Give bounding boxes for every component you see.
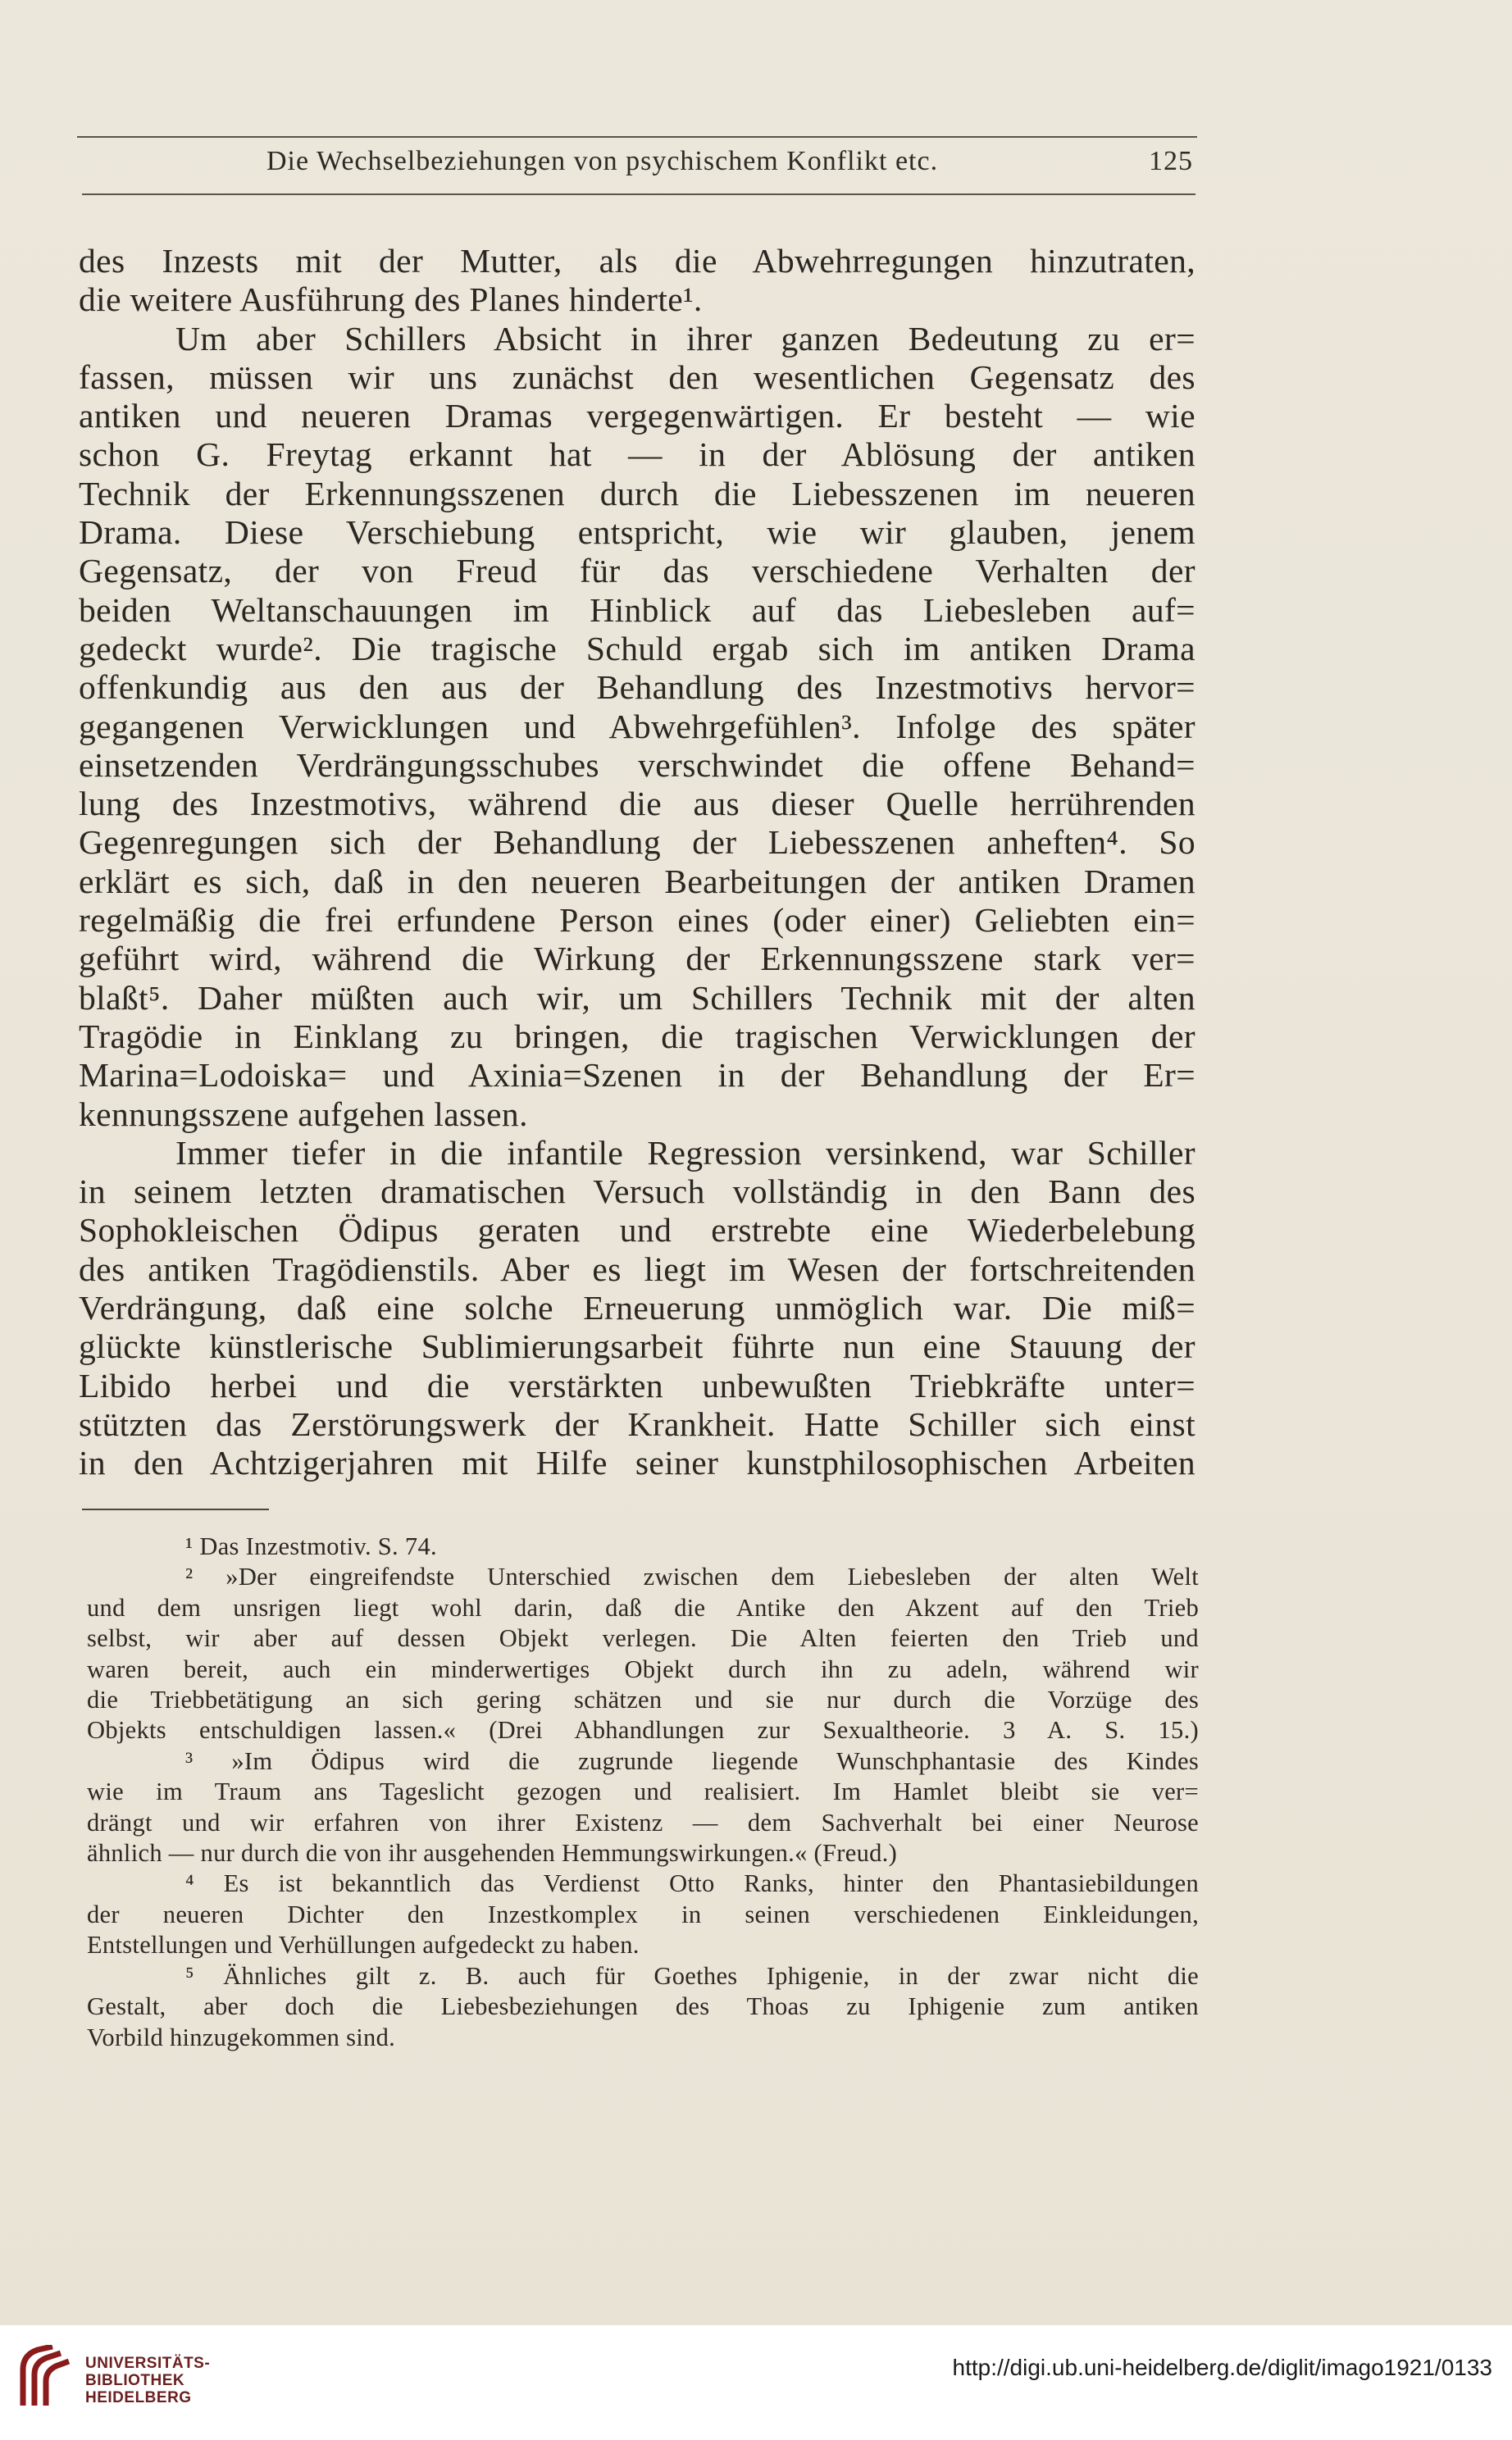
page-number: 125 <box>1149 146 1193 176</box>
body-line: die weitere Ausführung des Planes hinderte¹. <box>79 280 703 319</box>
digitization-footer <box>0 2325 1512 2440</box>
body-line: Gegensatz, der von Freud für das verschiedene Verhalten der <box>79 552 1195 590</box>
footnote-line: ⁴ Es ist bekanntlich das Verdienst Otto Ranks, hinter den Phantasiebildungen <box>185 1869 1199 1898</box>
footnote-line: drängt und wir erfahren von ihrer Existenz — dem Sachverhalt bei einer Neurose <box>87 1808 1199 1837</box>
footnote-line: Gestalt, aber doch die Liebesbeziehungen des Thoas zu Iphigenie zum antiken <box>87 1992 1199 2021</box>
body-line: antiken und neueren Dramas vergegenwärtigen. Er besteht — wie <box>79 397 1195 435</box>
body-line: beiden Weltanschauungen im Hinblick auf das Liebesleben auf= <box>79 590 1195 629</box>
footnote-line: wie im Traum ans Tageslicht gezogen und realisiert. Im Hamlet bleibt sie ver= <box>87 1778 1199 1806</box>
body-line: regelmäßig die frei erfundene Person eines (oder einer) Geliebten ein= <box>79 901 1195 940</box>
body-line: lung des Inzestmotivs, während die aus dieser Quelle herrührenden <box>79 785 1195 823</box>
permalink-url[interactable]: http://digi.ub.uni-heidelberg.de/diglit/imago1921/0133 <box>952 2355 1492 2380</box>
body-line: kennungsszene aufgehen lassen. <box>79 1095 528 1133</box>
footnote-line: waren bereit, auch ein minderwertiges Objekt durch ihn zu adeln, während wir <box>87 1655 1199 1683</box>
body-line: in den Achtzigerjahren mit Hilfe seiner kunstphilosophischen Arbeiten <box>79 1444 1195 1482</box>
header-rule <box>82 193 1195 195</box>
library-name[interactable] <box>85 2355 210 2406</box>
body-line: Technik der Erkennungsszenen durch die Liebesszenen im neueren <box>79 474 1195 512</box>
running-head-title: Die Wechselbeziehungen von psychischem Konflikt etc. <box>266 146 939 176</box>
footnote-line: ³ »Im Ödipus wird die zugrunde liegende Wunschphantasie des Kindes <box>185 1746 1199 1775</box>
footnote-line: ² »Der eingreifendste Unterschied zwischen dem Liebesleben der alten Welt <box>185 1563 1199 1591</box>
top-rule <box>77 136 1197 138</box>
body-line: Tragödie in Einklang zu bringen, die tragischen Verwicklungen der <box>79 1017 1195 1055</box>
body-line: des Inzests mit der Mutter, als die Abwehrregungen hinzutraten, <box>79 242 1195 280</box>
ub-heidelberg-logo-icon[interactable] <box>15 2345 74 2409</box>
footnote-line: Objekts entschuldigen lassen.« (Drei Abhandlungen zur Sexualtheorie. 3 A. S. 15.) <box>87 1716 1199 1745</box>
footnote-line: ⁵ Ähnliches gilt z. B. auch für Goethes Iphigenie, in der zwar nicht die <box>185 1961 1199 1990</box>
body-line: des antiken Tragödienstils. Aber es liegt im Wesen der fortschreitenden <box>79 1250 1195 1288</box>
body-line: Marina=Lodoiska= und Axinia=Szenen in der Behandlung der Er= <box>79 1056 1195 1095</box>
body-line: in seinem letzten dramatischen Versuch vollständig in den Bann des <box>79 1172 1195 1211</box>
footnote-line: die Triebbetätigung an sich gering schätzen und sie nur durch die Vorzüge des <box>87 1686 1199 1714</box>
body-line: Sophokleischen Ödipus geraten und erstrebte eine Wiederbelebung <box>79 1211 1195 1250</box>
footnote-line: ¹ Das Inzestmotiv. S. 74. <box>185 1532 437 1560</box>
body-line: stützten das Zerstörungswerk der Krankheit. Hatte Schiller sich einst <box>79 1404 1195 1443</box>
body-line: gegangenen Verwicklungen und Abwehrgefühlen³. Infolge des später <box>79 707 1195 745</box>
library-name-line: BIBLIOTHEK <box>85 2372 185 2389</box>
body-line: Immer tiefer in die infantile Regression versinkend, war Schiller <box>175 1133 1195 1172</box>
footnote-line: und dem unsrigen liegt wohl darin, daß die Antike den Akzent auf den Trieb <box>87 1593 1199 1622</box>
body-line: fassen, müssen wir uns zunächst den wesentlichen Gegensatz des <box>79 357 1195 396</box>
body-line: blaßt⁵. Daher müßten auch wir, um Schillers Technik mit der alten <box>79 978 1195 1017</box>
body-line: Gegenregungen sich der Behandlung der Liebesszenen anheften⁴. So <box>79 823 1195 862</box>
footnote-line: Entstellungen und Verhüllungen aufgedeckt zu haben. <box>87 1931 640 1960</box>
body-text <box>79 242 1195 1483</box>
body-line: gedeckt wurde². Die tragische Schuld ergab sich im antiken Drama <box>79 629 1195 667</box>
library-name-line: HEIDELBERG <box>85 2389 192 2406</box>
body-line: offenkundig aus den aus der Behandlung des Inzestmotivs hervor= <box>79 668 1195 707</box>
body-line: Um aber Schillers Absicht in ihrer ganzen Bedeutung zu er= <box>175 319 1195 357</box>
body-line: Verdrängung, daß eine solche Erneuerung unmöglich war. Die miß= <box>79 1289 1195 1327</box>
body-line: schon G. Freytag erkannt hat — in der Ablösung der antiken <box>79 435 1195 474</box>
footnote-line: selbst, wir aber auf dessen Objekt verlegen. Die Alten feierten den Trieb und <box>87 1624 1199 1653</box>
library-name-line: UNIVERSITÄTS- <box>85 2355 211 2372</box>
body-line: geführt wird, während die Wirkung der Erkennungsszene stark ver= <box>79 940 1195 978</box>
body-line: Drama. Diese Verschiebung entspricht, wie wir glauben, jenem <box>79 513 1195 552</box>
body-line: Libido herbei und die verstärkten unbewußten Triebkräfte unter= <box>79 1366 1195 1404</box>
footnote-rule <box>82 1509 269 1510</box>
footnote-line: ähnlich — nur durch die von ihr ausgehenden Hemmungswirkungen.« (Freud.) <box>87 1839 898 1868</box>
body-line: einsetzenden Verdrängungsschubes verschwindet die offene Behand= <box>79 745 1195 784</box>
body-line: glückte künstlerische Sublimierungsarbeit führte nun eine Stauung der <box>79 1327 1195 1366</box>
footnote-line: der neueren Dichter den Inzestkomplex in seinen verschiedenen Einkleidungen, <box>87 1900 1199 1928</box>
footnotes <box>87 1532 1199 2053</box>
footnote-line: Vorbild hinzugekommen sind. <box>87 2023 396 2051</box>
body-line: erklärt es sich, daß in den neueren Bearbeitungen der antiken Dramen <box>79 862 1195 900</box>
